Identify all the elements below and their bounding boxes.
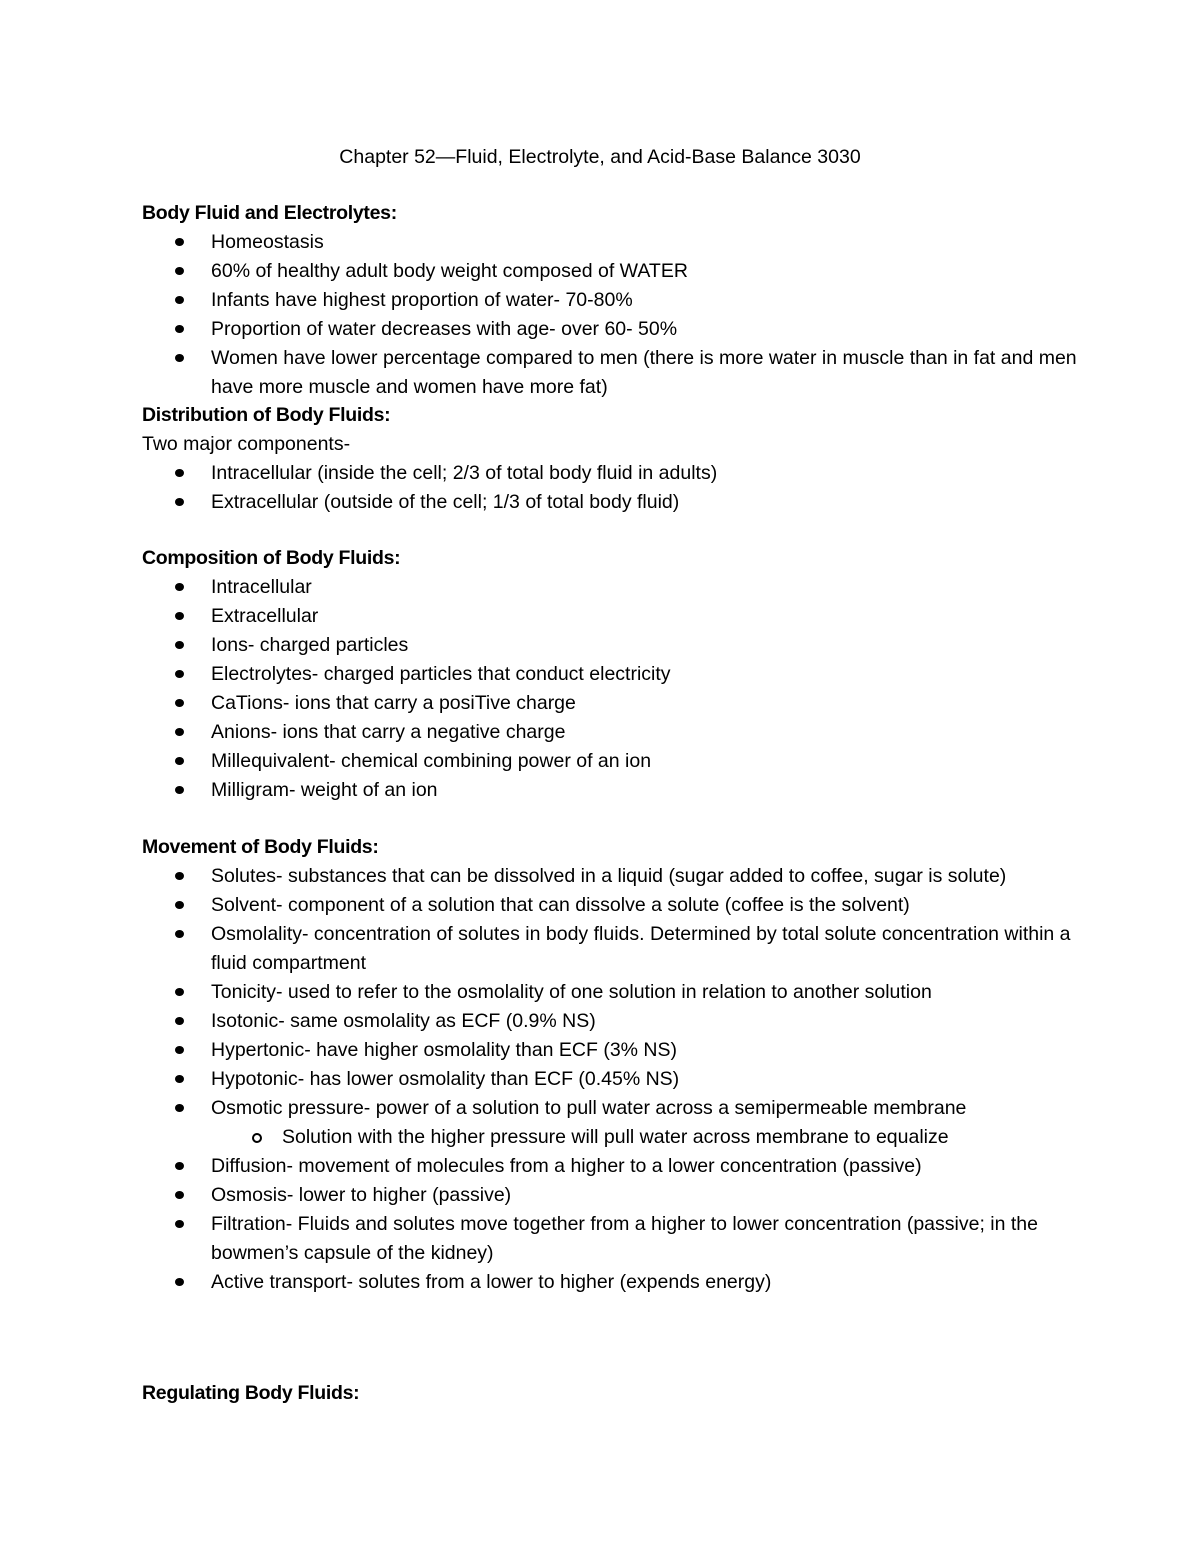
- heading-body-fluid: Body Fluid and Electrolytes:: [142, 202, 397, 224]
- list-item: Extracellular (outside of the cell; 1/3 of total body fluid): [0, 488, 1091, 517]
- list-item: Homeostasis: [0, 228, 1091, 257]
- bullet-icon: [175, 699, 184, 707]
- list-item: Hypertonic- have higher osmolality than ECF (3% NS): [0, 1036, 1091, 1065]
- bullet-icon: [175, 988, 184, 996]
- list-item: Diffusion- movement of molecules from a higher to a lower concentration (passive): [0, 1152, 1091, 1181]
- bullet-icon: [175, 641, 184, 649]
- bullet-icon: [175, 1017, 184, 1025]
- bullet-icon: [175, 498, 184, 506]
- list-body-fluid: [0, 228, 1091, 402]
- list-item: Osmotic pressure- power of a solution to pull water across a semipermeable membrane: [0, 1094, 1091, 1123]
- list-item: Intracellular: [0, 573, 1091, 602]
- bullet-icon: [175, 296, 184, 304]
- list-item: 60% of healthy adult body weight composed of WATER: [0, 257, 1091, 286]
- heading-composition: Composition of Body Fluids:: [142, 547, 401, 569]
- list-distribution: [0, 459, 1091, 517]
- list-composition: [0, 573, 1091, 805]
- bullet-icon: [175, 583, 184, 591]
- list-item: Electrolytes- charged particles that conduct electricity: [0, 660, 1091, 689]
- list-item: Filtration- Fluids and solutes move together from a higher to lower concentration (passive; in the bowmen’s capsule of the kidney): [0, 1210, 1091, 1268]
- distribution-intro: Two major components-: [142, 433, 351, 455]
- bullet-icon: [175, 238, 184, 246]
- list-item: Tonicity- used to refer to the osmolality of one solution in relation to another solution: [0, 978, 1091, 1007]
- bullet-icon: [175, 1220, 184, 1228]
- heading-distribution: Distribution of Body Fluids:: [142, 404, 391, 426]
- list-item: Millequivalent- chemical combining power of an ion: [0, 747, 1091, 776]
- list-item: Hypotonic- has lower osmolality than ECF (0.45% NS): [0, 1065, 1091, 1094]
- heading-movement: Movement of Body Fluids:: [142, 836, 379, 858]
- list-item: Extracellular: [0, 602, 1091, 631]
- sub-list-item: Solution with the higher pressure will pull water across membrane to equalize: [0, 1123, 1102, 1152]
- bullet-icon: [175, 901, 184, 909]
- list-item: Solvent- component of a solution that can dissolve a solute (coffee is the solvent): [0, 891, 1091, 920]
- list-item: Osmosis- lower to higher (passive): [0, 1181, 1091, 1210]
- heading-regulating: Regulating Body Fluids:: [142, 1382, 360, 1404]
- list-movement: [0, 862, 1102, 1297]
- list-item: Intracellular (inside the cell; 2/3 of total body fluid in adults): [0, 459, 1091, 488]
- list-item: Milligram- weight of an ion: [0, 776, 1091, 805]
- bullet-icon: [175, 872, 184, 880]
- list-item: Osmolality- concentration of solutes in body fluids. Determined by total solute concentration within a fluid compartment: [0, 920, 1091, 978]
- bullet-icon: [175, 1104, 184, 1112]
- bullet-icon: [175, 267, 184, 275]
- hollow-bullet-icon: [252, 1133, 262, 1143]
- list-item: Ions- charged particles: [0, 631, 1091, 660]
- bullet-icon: [175, 1278, 184, 1286]
- list-item: Women have lower percentage compared to men (there is more water in muscle than in fat and men have more muscle and women have more fat): [0, 344, 1091, 402]
- list-item: Solutes- substances that can be dissolved in a liquid (sugar added to coffee, sugar is solute): [0, 862, 1091, 891]
- bullet-icon: [175, 670, 184, 678]
- bullet-icon: [175, 728, 184, 736]
- list-item: Proportion of water decreases with age- over 60- 50%: [0, 315, 1091, 344]
- bullet-icon: [175, 786, 184, 794]
- list-item: Infants have highest proportion of water- 70-80%: [0, 286, 1091, 315]
- bullet-icon: [175, 1162, 184, 1170]
- list-item: Anions- ions that carry a negative charge: [0, 718, 1091, 747]
- bullet-icon: [175, 1046, 184, 1054]
- bullet-icon: [175, 612, 184, 620]
- list-item: CaTions- ions that carry a posiTive charge: [0, 689, 1091, 718]
- list-item: Isotonic- same osmolality as ECF (0.9% NS): [0, 1007, 1091, 1036]
- bullet-icon: [175, 930, 184, 938]
- bullet-icon: [175, 354, 184, 362]
- bullet-icon: [175, 325, 184, 333]
- bullet-icon: [175, 469, 184, 477]
- bullet-icon: [175, 1191, 184, 1199]
- list-item: Active transport- solutes from a lower to higher (expends energy): [0, 1268, 1091, 1297]
- bullet-icon: [175, 757, 184, 765]
- document-title: Chapter 52—Fluid, Electrolyte, and Acid-Base Balance 3030: [339, 146, 861, 168]
- bullet-icon: [175, 1075, 184, 1083]
